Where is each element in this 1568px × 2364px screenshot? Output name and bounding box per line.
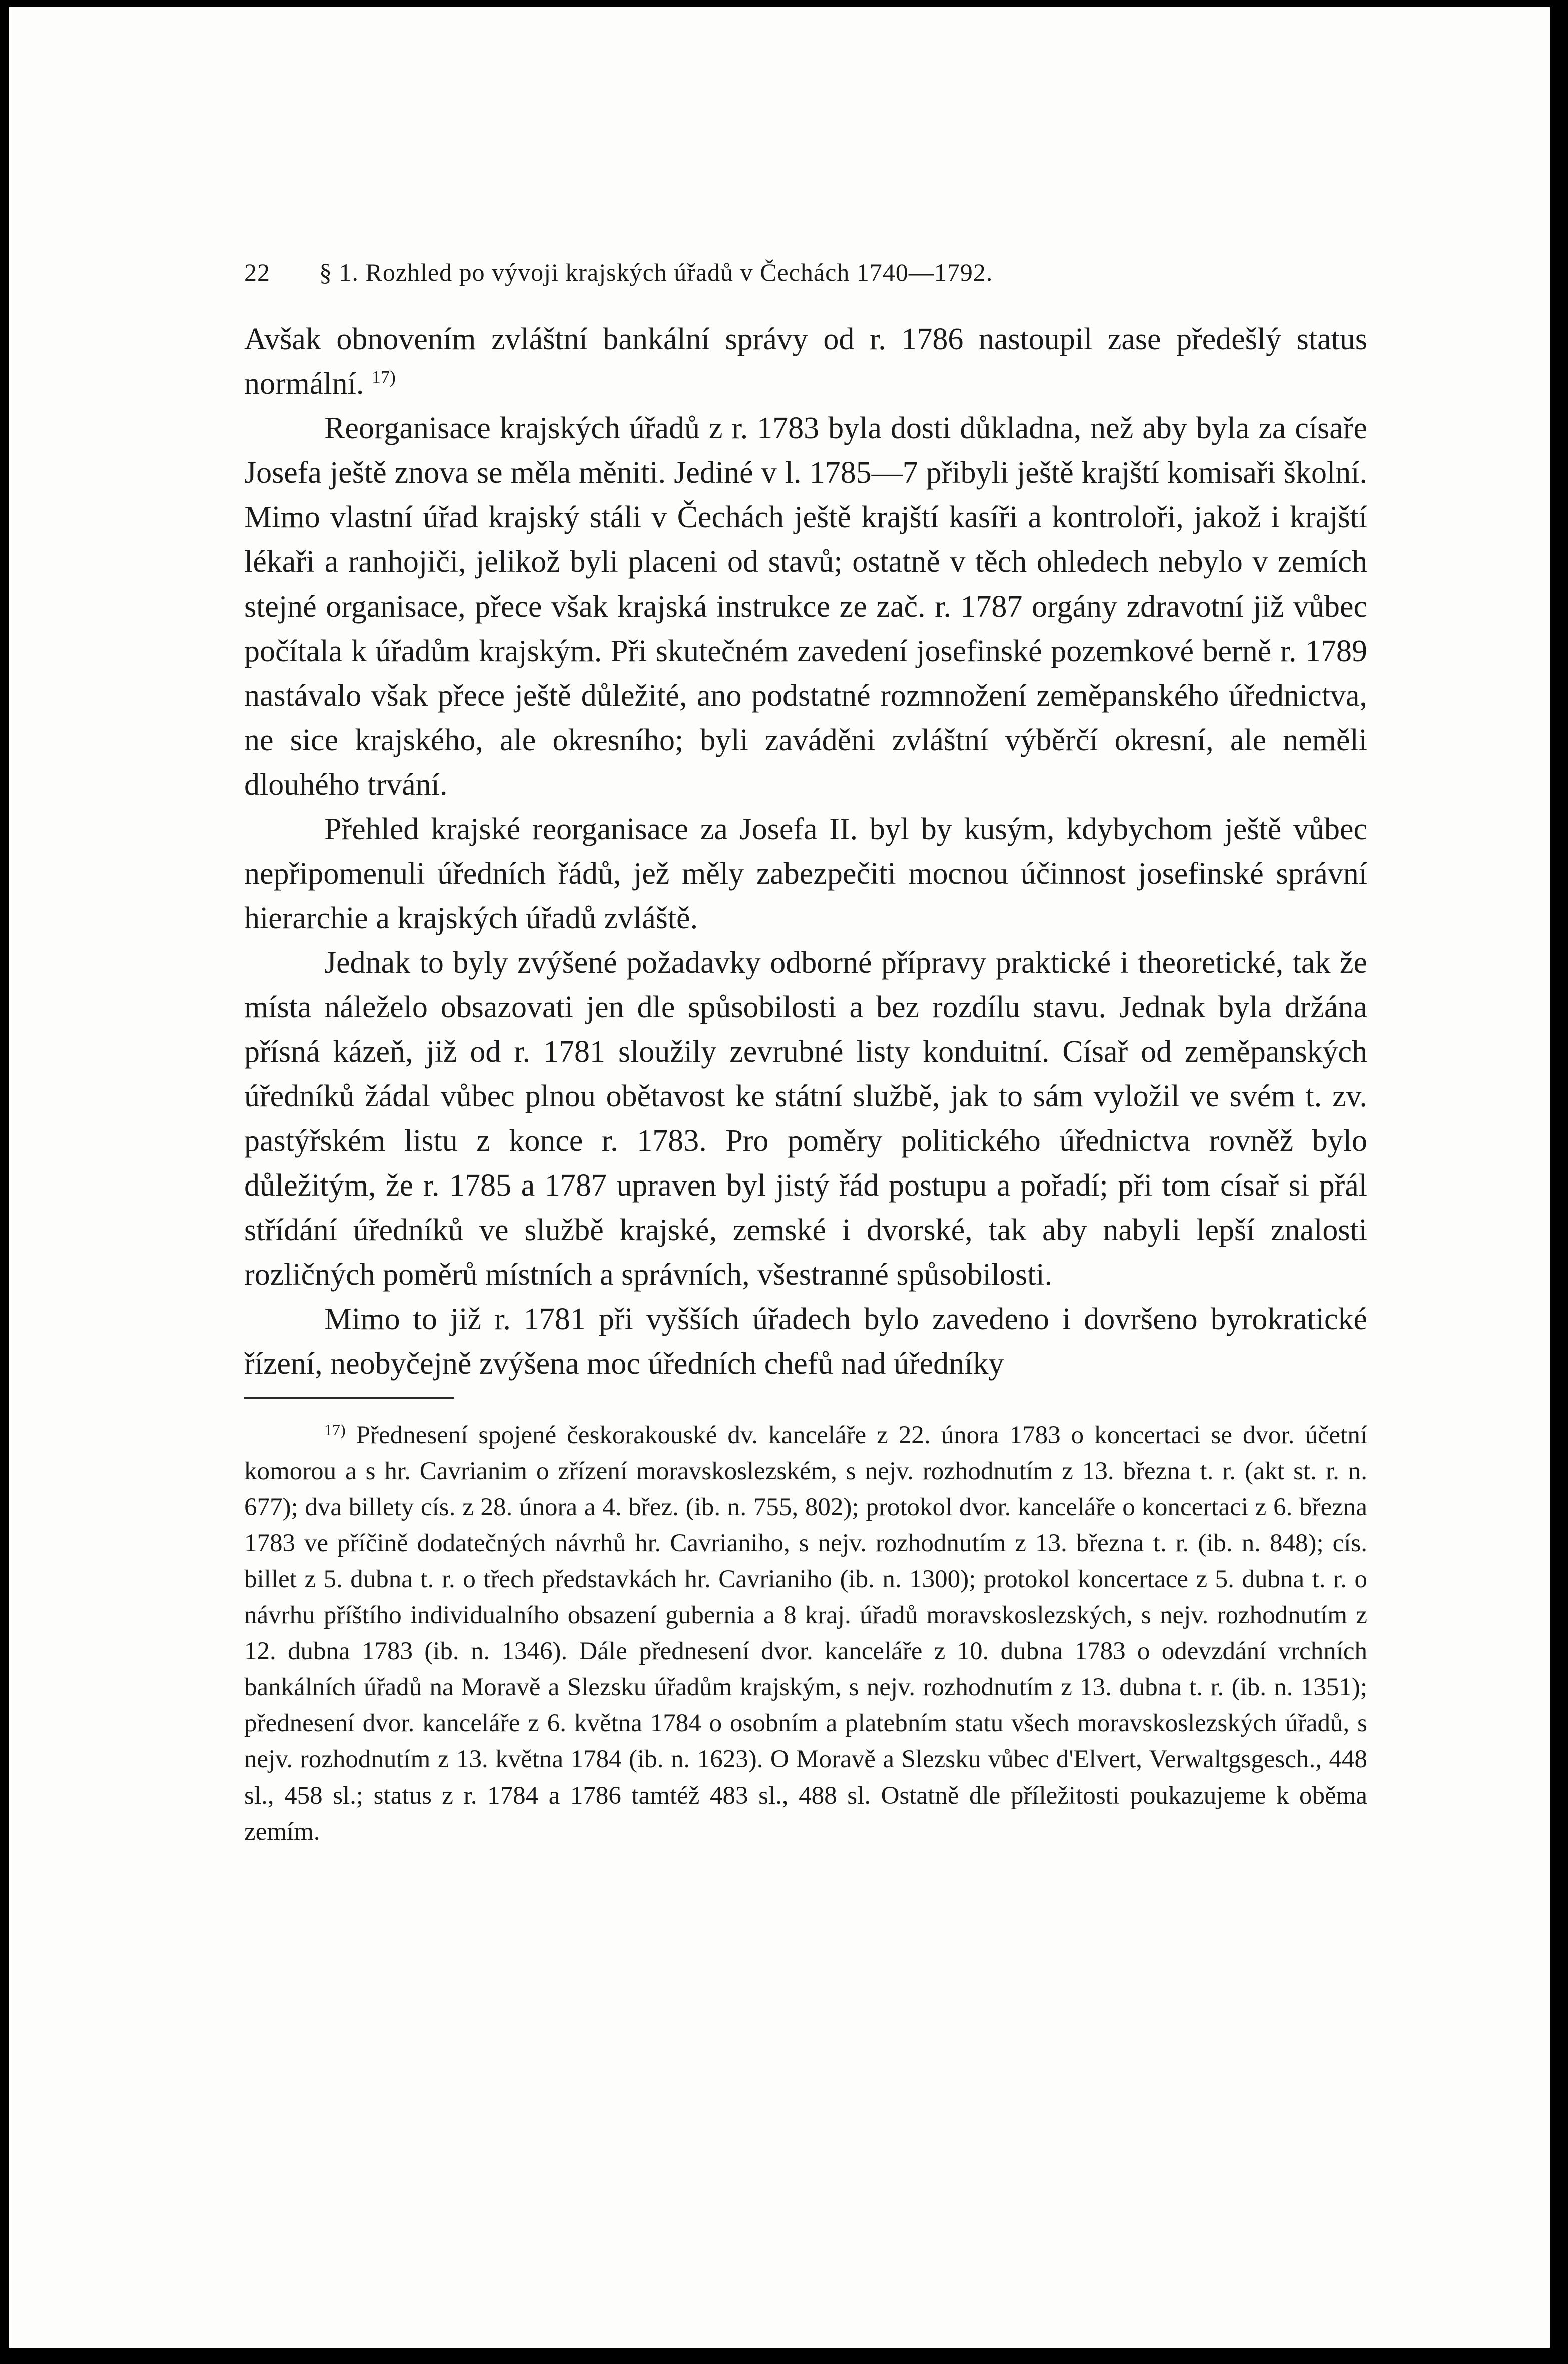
footnote xyxy=(244,1412,1367,1850)
paragraph-1 xyxy=(244,317,1367,406)
paragraph-1-text: Avšak obnovením zvláštní bankální správy od r. 1786 nastoupil zase předešlý status normální. xyxy=(244,322,1367,401)
footnote-mark: 17) xyxy=(324,1421,346,1439)
body-text xyxy=(244,317,1367,1386)
footnote-text: Přednesení spojené českorakouské dv. kanceláře z 22. února 1783 o koncertaci se dvor. účetní komorou a s hr. Cavrianim o zřízení moravskoslezském, s nejv. rozhodnutím z 13. března t. r. (akt st. r. n. 677); dva billety cís. z 28. února a 4. břez. (ib. n. 755, 802); protokol dvor. kanceláře o koncertaci z 6. března 1783 ve příčině dodatečných návrhů hr. Cavrianiho, s nejv. rozhodnutím z 13. března t. r. (ib. n. 848); cís. billet z 5. dubna t. r. o třech představkách hr. Cavrianiho (ib. n. 1300); protokol koncertace z 5. dubna t. r. o návrhu příštího individualního obsazení gubernia a 8 kraj. úřadů moravskoslezských, s nejv. rozhodnutím z 12. dubna 1783 (ib. n. 1346). Dále přednesení dvor. kanceláře z 10. dubna 1783 o odevzdání vrchních bankálních úřadů na Moravě a Slezsku úřadům krajským, s nejv. rozhodnutím z 13. dubna t. r. (ib. n. 1351); přednesení dvor. kanceláře z 6. května 1784 o osobním a platebním statu všech moravskoslezských úřadů, s nejv. rozhodnutím z 13. května 1784 (ib. n. 1623). O Moravě a Slezsku vůbec d'Elvert, Verwaltgsgesch., 448 sl., 458 sl.; status z r. 1784 a 1786 tamtéž 483 sl., 488 sl. Ostatně dle příležitosti poukazujeme k oběma zemím. xyxy=(244,1421,1367,1846)
running-head-title: § 1. Rozhled po vývoji krajských úřadů v Čechách 1740—1792. xyxy=(319,258,993,286)
footnote-reference: 17) xyxy=(371,367,396,387)
paragraph-4: Jednak to byly zvýšené požadavky odborné přípravy praktické i theoretické, tak že místa náleželo obsazovati jen dle spůsobilosti a bez rozdílu stavu. Jednak byla držána přísná kázeň, již od r. 1781 sloužily zevrubné listy konduitní. Císař od zeměpanských úředníků žádal vůbec plnou obětavost ke státní službě, jak to sám vyložil ve svém t. zv. pastýřském listu z konce r. 1783. Pro poměry politického úřednictva rovněž bylo důležitým, že r. 1785 a 1787 upraven byl jistý řád postupu a pořadí; při tom císař si přál střídání úředníků ve službě krajské, zemské i dvorské, tak aby nabyli lepší znalosti rozličných poměrů místních a správních, všestranné spůsobilosti. xyxy=(244,946,1367,1292)
page-content xyxy=(244,257,1367,1850)
page-number: 22 xyxy=(244,258,270,286)
running-head xyxy=(244,257,1367,287)
footnote-divider xyxy=(244,1397,454,1399)
paragraph-3: Přehled krajské reorganisace za Josefa II. byl by kusým, kdybychom ještě vůbec nepřipomenuli úředních řádů, jež měly zabezpečiti mocnou účinnost josefinské správní hierarchie a krajských úřadů zvláště. xyxy=(244,812,1367,935)
book-page xyxy=(9,7,1550,2348)
paragraph-5: Mimo to již r. 1781 při vyšších úřadech bylo zavedeno i dovršeno byrokratické řízení, neobyčejně zvýšena moc úředních chefů nad úředníky xyxy=(244,1302,1367,1381)
paragraph-2: Reorganisace krajských úřadů z r. 1783 byla dosti důkladna, než aby byla za císaře Josefa ještě znova se měla měniti. Jediné v l. 1785—7 přibyli ještě krajští komisaři školní. Mimo vlastní úřad krajský stáli v Čechách ještě krajští kasíři a kontroloři, jakož i krajští lékaři a ranhojiči, jelikož byli placeni od stavů; ostatně v těch ohledech nebylo v zemích stejné organisace, přece však krajská instrukce ze zač. r. 1787 orgány zdravotní již vůbec počítala k úřadům krajským. Při skutečném zavedení josefinské pozemkové berně r. 1789 nastávalo však přece ještě důležité, ano podstatné rozmnožení zeměpanského úřednictva, ne sice krajského, ale okresního; byli zaváděni zvláštní výběrčí okresní, ale neměli dlouhého trvání. xyxy=(244,411,1367,802)
